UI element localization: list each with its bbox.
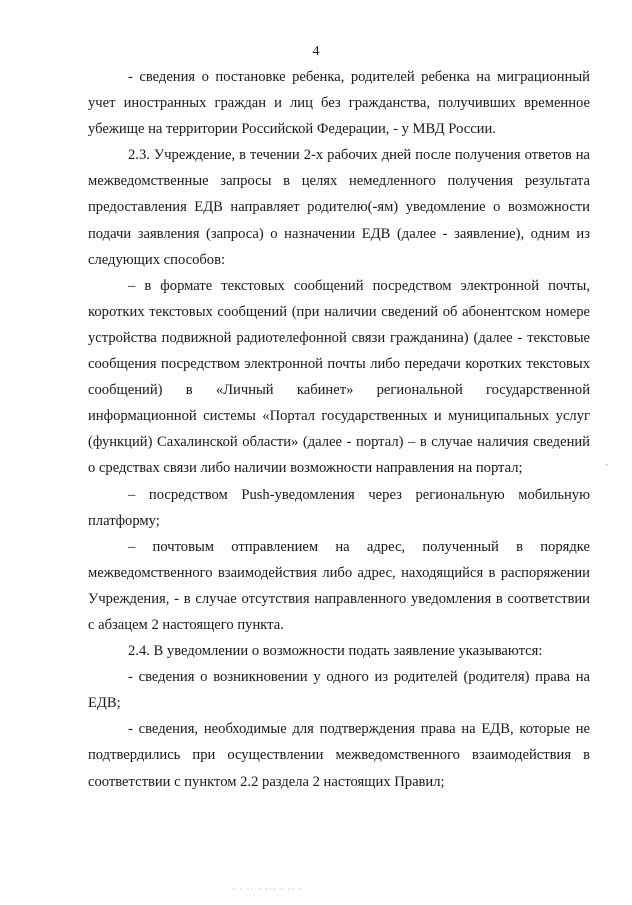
document-body	[88, 64, 590, 795]
page-number: 4	[312, 44, 320, 59]
scan-speck: ,	[606, 458, 608, 467]
paragraph-2-4: 2.4. В уведомлении о возможности подать заявление указываются:	[128, 643, 543, 660]
paragraph-postal-notification: – почтовым отправлением на адрес, полученный в порядке межведомственного взаимодействия либо адрес, находящийся в распоряжении Учреждения, - в случае отсутствия направленного уведомления в соответствии с абзацем 2 настоящего пункта.	[88, 538, 590, 633]
paragraph-2-3: 2.3. Учреждение, в течении 2-х рабочих дней после получения ответов на межведомственные запросы в целях немедленного получения результата предоставления ЕДВ направляет родителю(-ям) уведомление о возможности подачи заявления (запроса) о назначении ЕДВ (далее - заявление), одним из следующих способов:	[88, 147, 590, 268]
paragraph-confirmation-info: - сведения, необходимые для подтверждения права на ЕДВ, которые не подтвердились при осуществлении межведомственного взаимодействия в соответствии с пунктом 2.2 раздела 2 настоящих Правил;	[88, 721, 590, 790]
paragraph-push-notification: – посредством Push-уведомления через региональную мобильную платформу;	[88, 486, 590, 529]
scan-artifact-bottom: · · ·· · ··· · ·· ·	[232, 884, 303, 892]
paragraph-migration-info: - сведения о постановке ребенка, родителей ребенка на миграционный учет иностранных граждан и лиц без гражданства, получивших временное убежище на территории Российской Федерации, - у МВД России.	[88, 69, 590, 138]
paragraph-email-notification: – в формате текстовых сообщений посредством электронной почты, коротких текстовых сообщений (при наличии сведений об абонентском номере устройства подвижной радиотелефонной связи гражданина) (далее - текстовые сообщения посредством электронной почты либо передачи коротких текстовых сообщений) в «Личный кабинет» региональной государственной информационной системы «Портал государственных и муниципальных услуг (функций) Сахалинской области» (далее - портал) – в случае наличия сведений о средствах связи либо наличии возможности направления на портал;	[88, 277, 590, 477]
paragraph-right-info: - сведения о возникновении у одного из родителей (родителя) права на ЕДВ;	[88, 669, 590, 712]
